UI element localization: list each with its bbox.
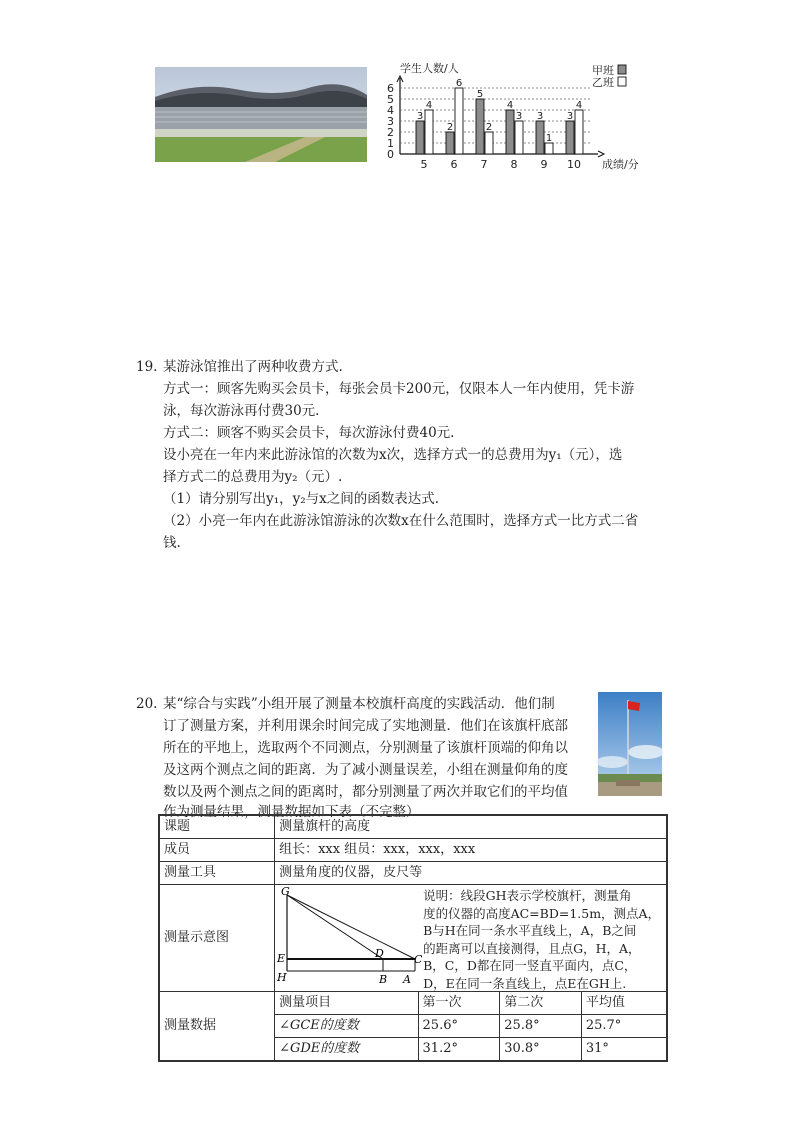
question-19-number: 19. bbox=[136, 359, 158, 375]
chart-y-tick-label: 1 bbox=[387, 137, 394, 150]
point-h-label: H bbox=[277, 971, 287, 984]
q19-line-7: （1）请分别写出y₁，y₂与x之间的函数表达式. bbox=[163, 491, 440, 507]
q19-line-8: （2）小亮一年内在此游泳馆游泳的次数x在什么范围时，选择方式一比方式二省 bbox=[163, 513, 639, 529]
note-line-3: B与H在同一条水平直线上，A，B之间 bbox=[423, 923, 637, 938]
flagpole-photo bbox=[598, 692, 662, 796]
q20-line-5: 数以及两个测点之间的距离时，都分别测量了两次并取它们的平均值 bbox=[163, 784, 568, 800]
score-bar-chart bbox=[380, 60, 650, 178]
row-diagram-value bbox=[275, 885, 667, 992]
chart-bar bbox=[485, 132, 493, 154]
chart-x-tick-label: 6 bbox=[450, 158, 458, 171]
cell-second: 25.8° bbox=[500, 1015, 582, 1038]
point-d-label: D bbox=[375, 947, 384, 960]
cell-first: 25.6° bbox=[418, 1015, 500, 1038]
chart-y-tick-label: 6 bbox=[387, 82, 394, 95]
measurement-table bbox=[158, 814, 668, 1062]
chart-x-axis-label: 成绩/分 bbox=[602, 158, 639, 171]
chart-data-label: 1 bbox=[545, 133, 553, 144]
row-tools-value: 测量角度的仪器，皮尺等 bbox=[275, 862, 667, 885]
chart-data-label: 3 bbox=[566, 111, 574, 122]
row-data-label: 测量数据 bbox=[159, 992, 275, 1062]
point-c-label: C bbox=[414, 953, 423, 966]
header-average: 平均值 bbox=[581, 992, 667, 1015]
note-line-1: 说明：线段GH表示学校旗杆，测量角 bbox=[423, 888, 632, 903]
chart-data-label: 2 bbox=[446, 122, 454, 133]
q19-line-5: 设小亮在一年内来此游泳馆的次数为x次，选择方式一的总费用为y₁（元），选 bbox=[163, 447, 623, 463]
q19-line-1: 某游泳馆推出了两种收费方式. bbox=[163, 359, 343, 375]
chart-x-tick-label: 8 bbox=[510, 158, 518, 171]
chart-data-label: 4 bbox=[425, 100, 433, 111]
chart-data-label: 4 bbox=[506, 100, 514, 111]
row-members-label: 成员 bbox=[159, 839, 275, 862]
row-topic-value: 测量旗杆的高度 bbox=[275, 815, 667, 839]
chart-bar bbox=[575, 110, 583, 154]
cell-item: ∠GCE的度数 bbox=[275, 1015, 418, 1038]
chart-x-tick-label: 7 bbox=[480, 158, 488, 171]
point-g-label: G bbox=[281, 885, 290, 898]
chart-y-tick-label: 5 bbox=[387, 93, 394, 106]
note-line-5: B，C，D都在同一竖直平面内，点C， bbox=[423, 958, 637, 973]
header-item: 测量项目 bbox=[275, 992, 418, 1015]
note-line-2: 度的仪器的高度AC=BD=1.5m，测点A， bbox=[423, 905, 661, 921]
chart-x-tick-label: 9 bbox=[540, 158, 548, 171]
q19-line-2: 方式一：顾客先购买会员卡，每张会员卡200元，仅限本人一年内使用，凭卡游 bbox=[163, 381, 635, 397]
note-line-4: 的距离可以直接测得，且点G，H，A， bbox=[423, 940, 641, 956]
question-20-number: 20. bbox=[136, 696, 158, 712]
row-topic-label: 课题 bbox=[159, 815, 275, 839]
q20-line-3: 所在的平地上，选取两个不同测点，分别测量了该旗杆顶端的仰角以 bbox=[163, 740, 568, 756]
chart-bar bbox=[515, 121, 523, 154]
chart-data-label: 3 bbox=[536, 111, 544, 122]
chart-bar bbox=[545, 143, 553, 154]
q19-line-6: 择方式二的总费用为y₂（元）. bbox=[163, 469, 343, 485]
chart-x-arrow bbox=[598, 151, 604, 157]
chart-data-label: 3 bbox=[416, 111, 424, 122]
row-tools-label: 测量工具 bbox=[159, 862, 275, 885]
chart-legend-swatch bbox=[618, 65, 626, 74]
chart-y-tick-label: 4 bbox=[387, 104, 394, 117]
chart-bar bbox=[506, 110, 514, 154]
chart-x-tick-label: 5 bbox=[420, 158, 428, 171]
chart-bar bbox=[566, 121, 574, 154]
chart-data-label: 4 bbox=[575, 100, 583, 111]
chart-bar bbox=[425, 110, 433, 154]
cell-average: 25.7° bbox=[581, 1015, 667, 1038]
row-members-value: 组长：xxx 组员：xxx，xxx，xxx bbox=[275, 839, 667, 862]
stadium-photo bbox=[155, 67, 367, 162]
q20-line-4: 及这两个测点之间的距离．为了减小测量误差，小组在测量仰角的度 bbox=[163, 762, 568, 778]
point-e-label: E bbox=[277, 952, 286, 965]
chart-data-label: 3 bbox=[515, 111, 523, 122]
diagram-note bbox=[423, 887, 660, 992]
chart-data-label: 2 bbox=[485, 122, 493, 133]
chart-bar bbox=[416, 121, 424, 154]
chart-bar bbox=[446, 132, 454, 154]
q19-line-9: 钱. bbox=[163, 535, 181, 551]
cell-second: 30.8° bbox=[500, 1038, 582, 1062]
chart-y-tick-label: 0 bbox=[387, 148, 394, 161]
chart-data-label: 5 bbox=[476, 89, 484, 100]
q20-line-6: 作为测量结果，测量数据如下表（不完整）． bbox=[163, 804, 427, 820]
header-first: 第一次 bbox=[418, 992, 500, 1015]
q20-line-2: 订了测量方案，并利用课余时间完成了实地测量．他们在该旗杆底部 bbox=[163, 718, 568, 734]
chart-data-label: 6 bbox=[455, 78, 463, 89]
measurement-diagram bbox=[275, 885, 421, 989]
chart-y-axis-label: 学生人数/人 bbox=[400, 62, 459, 75]
chart-bar bbox=[476, 99, 484, 154]
header-second: 第二次 bbox=[500, 992, 582, 1015]
cell-average: 31° bbox=[581, 1038, 667, 1062]
chart-bars bbox=[416, 78, 583, 154]
point-a-label: A bbox=[403, 973, 412, 986]
chart-legend-label: 乙班 bbox=[592, 76, 614, 89]
chart-legend-label: 甲班 bbox=[592, 64, 614, 77]
q20-line-1: 某“综合与实践”小组开展了测量本校旗杆高度的实践活动．他们制 bbox=[163, 696, 555, 712]
chart-bar bbox=[536, 121, 544, 154]
chart-y-tick-label: 2 bbox=[387, 126, 394, 139]
q19-line-4: 方式二：顾客不购买会员卡，每次游泳付费40元. bbox=[163, 425, 455, 441]
chart-y-tick-label: 3 bbox=[387, 115, 394, 128]
cell-item: ∠GDE的度数 bbox=[275, 1038, 418, 1062]
q19-line-3: 泳，每次游泳再付费30元. bbox=[163, 403, 320, 419]
chart-x-tick-label: 10 bbox=[567, 158, 581, 171]
point-b-label: B bbox=[379, 973, 388, 986]
row-diagram-label: 测量示意图 bbox=[159, 885, 275, 992]
chart-legend-swatch bbox=[618, 77, 626, 86]
chart-bar bbox=[455, 88, 463, 154]
cell-first: 31.2° bbox=[418, 1038, 500, 1062]
note-line-6: D，E在同一条直线上，点E在GH上. bbox=[423, 975, 627, 991]
